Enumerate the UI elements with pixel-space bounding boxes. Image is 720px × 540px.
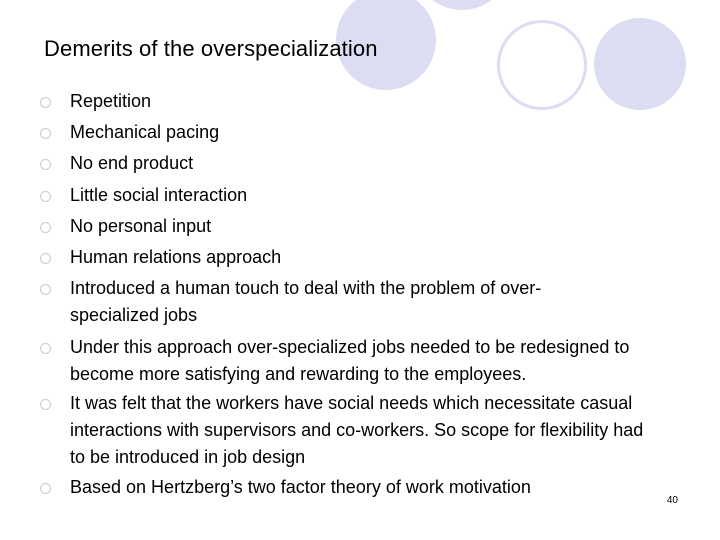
bullet-icon — [40, 128, 51, 139]
bullet-icon — [40, 159, 51, 170]
bullet-icon — [40, 191, 51, 202]
list-item-text: Repetition — [70, 91, 152, 111]
list-item — [44, 88, 684, 115]
page-number: 40 — [666, 495, 678, 506]
bullet-icon — [40, 97, 51, 108]
list-item — [44, 182, 684, 209]
list-item-text: Human relations approach — [70, 247, 282, 267]
bullet-icon — [40, 343, 51, 354]
list-item — [44, 275, 684, 329]
list-item-text: No personal input — [70, 216, 212, 236]
bullet-icon — [40, 222, 51, 233]
list-item — [44, 390, 684, 471]
list-item-text: Little social interaction — [70, 185, 248, 205]
bullet-icon — [40, 253, 51, 264]
list-item-text: Based on Hertzberg’s two factor theory of work motivation — [70, 477, 531, 497]
list-item-text: No end product — [70, 153, 194, 173]
bullet-icon — [40, 399, 51, 410]
list-item — [44, 244, 684, 271]
bullet-icon — [40, 284, 51, 295]
list-item-text: Introduced a human touch to deal with the problem of over-specialized jobs — [70, 278, 542, 325]
bullet-icon — [40, 483, 51, 494]
list-item-text: It was felt that the workers have social needs which necessitate casual interactions with supervisors and co-workers. So scope for flexibility had to be introduced in job design — [70, 393, 644, 467]
list-item-text: Under this approach over-specialized jobs needed to be redesigned to become more satisfying and rewarding to the employees. — [70, 337, 630, 384]
list-item — [44, 213, 684, 240]
decorative-circle — [413, 0, 511, 10]
list-item-text: Mechanical pacing — [70, 122, 220, 142]
list-item — [44, 150, 684, 177]
list-item — [44, 474, 684, 501]
list-item — [44, 334, 684, 388]
list-item — [44, 119, 684, 146]
slide-title: Demerits of the overspecialization — [44, 36, 378, 61]
